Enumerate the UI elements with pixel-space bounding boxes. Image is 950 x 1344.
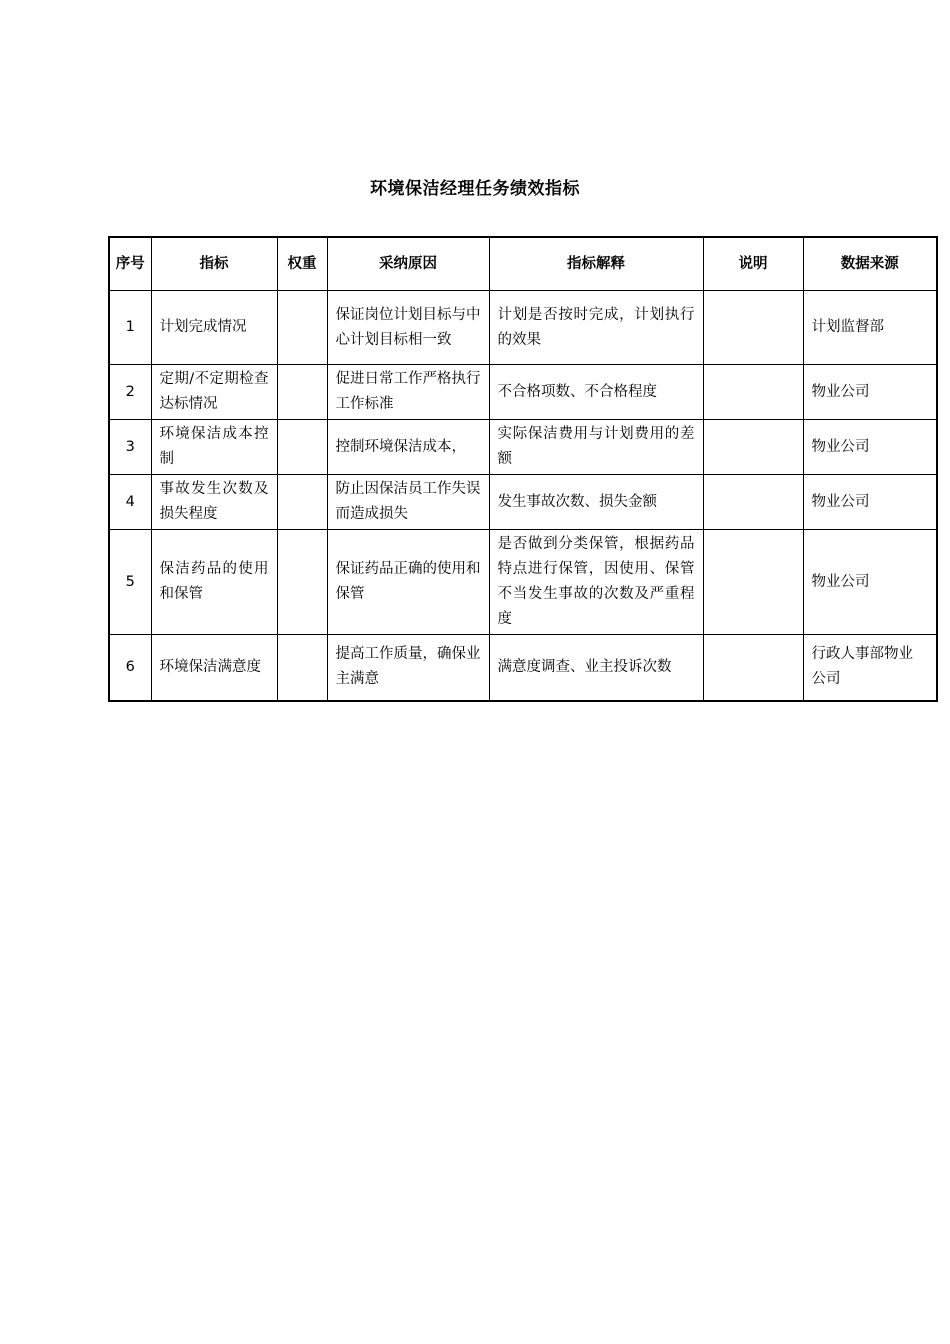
cell-reason: 保证岗位计划目标与中心计划目标相一致 xyxy=(327,291,489,365)
cell-weight xyxy=(277,420,327,475)
cell-indicator: 环境保洁满意度 xyxy=(151,635,277,701)
table-row xyxy=(109,635,937,701)
table-row xyxy=(109,530,937,635)
cell-source: 物业公司 xyxy=(803,365,937,420)
cell-explanation: 发生事故次数、损失金额 xyxy=(489,475,703,530)
table-header-row xyxy=(109,237,937,291)
cell-reason: 控制环境保洁成本， xyxy=(327,420,489,475)
cell-seq: 4 xyxy=(109,475,151,530)
cell-source: 物业公司 xyxy=(803,420,937,475)
cell-reason: 提高工作质量，确保业主满意 xyxy=(327,635,489,701)
header-note: 说明 xyxy=(703,237,803,291)
cell-weight xyxy=(277,291,327,365)
cell-note xyxy=(703,635,803,701)
cell-reason: 防止因保洁员工作失误而造成损失 xyxy=(327,475,489,530)
cell-weight xyxy=(277,530,327,635)
cell-explanation: 计划是否按时完成，计划执行的效果 xyxy=(489,291,703,365)
header-explanation: 指标解释 xyxy=(489,237,703,291)
cell-explanation: 不合格项数、不合格程度 xyxy=(489,365,703,420)
cell-explanation: 是否做到分类保管，根据药品特点进行保管，因使用、保管不当发生事故的次数及严重程度 xyxy=(489,530,703,635)
header-seq: 序号 xyxy=(109,237,151,291)
cell-note xyxy=(703,420,803,475)
cell-reason: 促进日常工作严格执行工作标准 xyxy=(327,365,489,420)
cell-indicator: 计划完成情况 xyxy=(151,291,277,365)
cell-source: 行政人事部物业公司 xyxy=(803,635,937,701)
cell-weight xyxy=(277,635,327,701)
table-row xyxy=(109,420,937,475)
cell-seq: 1 xyxy=(109,291,151,365)
cell-indicator: 保洁药品的使用和保管 xyxy=(151,530,277,635)
cell-indicator: 定期/不定期检查达标情况 xyxy=(151,365,277,420)
cell-source: 计划监督部 xyxy=(803,291,937,365)
cell-explanation: 实际保洁费用与计划费用的差额 xyxy=(489,420,703,475)
page-title: 环境保洁经理任务绩效指标 xyxy=(370,179,580,199)
table-row xyxy=(109,475,937,530)
cell-weight xyxy=(277,365,327,420)
cell-indicator: 事故发生次数及损失程度 xyxy=(151,475,277,530)
table-row xyxy=(109,291,937,365)
header-reason: 采纳原因 xyxy=(327,237,489,291)
kpi-table xyxy=(108,236,938,702)
cell-source: 物业公司 xyxy=(803,530,937,635)
header-weight: 权重 xyxy=(277,237,327,291)
table-row xyxy=(109,365,937,420)
cell-source: 物业公司 xyxy=(803,475,937,530)
cell-indicator: 环境保洁成本控制 xyxy=(151,420,277,475)
cell-note xyxy=(703,291,803,365)
cell-weight xyxy=(277,475,327,530)
cell-seq: 2 xyxy=(109,365,151,420)
cell-reason: 保证药品正确的使用和保管 xyxy=(327,530,489,635)
header-source: 数据来源 xyxy=(803,237,937,291)
cell-note xyxy=(703,365,803,420)
cell-explanation: 满意度调查、业主投诉次数 xyxy=(489,635,703,701)
cell-note xyxy=(703,475,803,530)
cell-seq: 5 xyxy=(109,530,151,635)
cell-seq: 3 xyxy=(109,420,151,475)
cell-seq: 6 xyxy=(109,635,151,701)
header-indicator: 指标 xyxy=(151,237,277,291)
cell-note xyxy=(703,530,803,635)
